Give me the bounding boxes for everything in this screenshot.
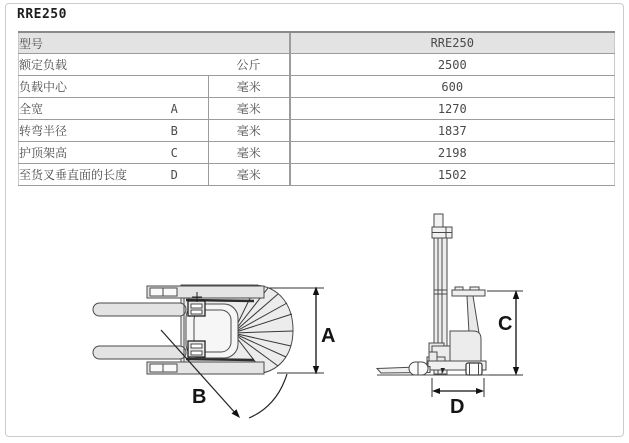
spec-name-cell: 至货叉垂直面的长度 (19, 164, 141, 186)
spec-unit-cell: 毫米 (209, 76, 290, 98)
fork (93, 346, 186, 359)
spec-value-cell: 1837 (290, 120, 615, 142)
spec-unit-cell: 毫米 (209, 142, 290, 164)
spec-name-cell: 全宽 (19, 98, 141, 120)
spec-unit-cell: 毫米 (209, 164, 290, 186)
model-value-cell: RRE250 (290, 32, 615, 54)
overhead-guard (452, 290, 485, 296)
spec-unit-cell: 毫米 (209, 98, 290, 120)
spec-value-cell: 2500 (290, 54, 615, 76)
spec-unit-cell: 毫米 (209, 120, 290, 142)
spec-name-cell: 转弯半径 (19, 120, 141, 142)
model-label-cell: 型号 (19, 32, 290, 54)
spec-unit-cell: 公斤 (209, 54, 290, 76)
dimension-b-label: B (192, 386, 207, 408)
spec-name-cell: 护顶架高 (19, 142, 141, 164)
dimension-a-label: A (321, 325, 336, 347)
spec-value-cell: 1502 (290, 164, 615, 186)
truck-side-view (377, 214, 489, 375)
truck-body (450, 331, 481, 361)
spec-name-cell: 额定负载 (19, 54, 209, 76)
spec-value-cell: 2198 (290, 142, 615, 164)
drive-wheel (466, 363, 482, 375)
spec-name-cell: 负载中心 (19, 76, 141, 98)
truck-top-view (93, 285, 293, 374)
mast-top (434, 214, 443, 228)
dimension-c-label: C (498, 313, 513, 335)
spec-letter-cell: B (141, 120, 209, 142)
dimension-d (432, 378, 484, 397)
fork (93, 303, 186, 316)
spec-letter-cell: D (141, 164, 209, 186)
spec-letter-cell: A (141, 98, 209, 120)
spec-value-cell: 1270 (290, 98, 615, 120)
dimension-d-label: D (450, 396, 465, 418)
spec-value-cell: 600 (290, 76, 615, 98)
spec-letter-cell: C (141, 142, 209, 164)
page-title: RRE250 (17, 7, 67, 22)
